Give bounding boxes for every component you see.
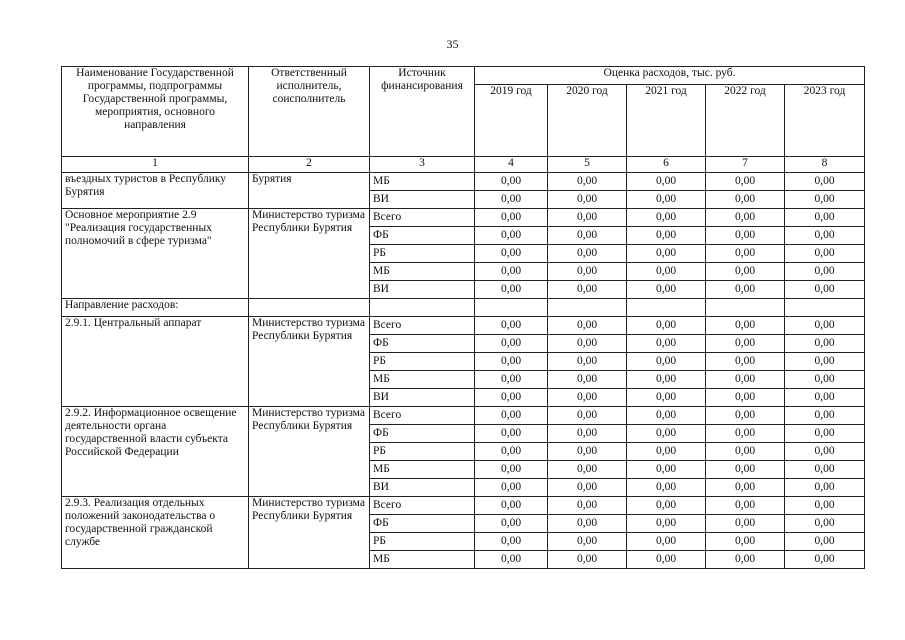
funding-source: МБ <box>370 371 475 389</box>
header-name: Наименование Государственной программы, подпрограммы Государственной программы, мероприятия, основного направления <box>62 67 249 157</box>
cost-value: 0,00 <box>475 389 548 407</box>
cost-value: 0,00 <box>706 209 785 227</box>
cost-value: 0,00 <box>548 353 627 371</box>
cost-value: 0,00 <box>627 497 706 515</box>
column-number: 7 <box>706 157 785 173</box>
cost-value: 0,00 <box>706 227 785 245</box>
header-costs: Оценка расходов, тыс. руб. <box>475 67 865 85</box>
cost-value: 0,00 <box>785 407 865 425</box>
funding-source: Всего <box>370 209 475 227</box>
cost-value: 0,00 <box>785 209 865 227</box>
cost-value: 0,00 <box>475 461 548 479</box>
cost-value: 0,00 <box>548 389 627 407</box>
cost-value: 0,00 <box>475 227 548 245</box>
cost-value: 0,00 <box>785 335 865 353</box>
cost-value: 0,00 <box>548 551 627 569</box>
cost-value: 0,00 <box>785 461 865 479</box>
table-body-top <box>62 173 865 299</box>
funding-source: МБ <box>370 173 475 191</box>
cost-value: 0,00 <box>475 515 548 533</box>
cost-value: 0,00 <box>706 443 785 461</box>
cost-value: 0,00 <box>548 281 627 299</box>
cost-value: 0,00 <box>627 353 706 371</box>
cost-value: 0,00 <box>627 461 706 479</box>
cost-value: 0,00 <box>785 443 865 461</box>
cost-value: 0,00 <box>706 245 785 263</box>
cost-value: 0,00 <box>785 533 865 551</box>
cost-value: 0,00 <box>785 245 865 263</box>
cost-value: 0,00 <box>548 461 627 479</box>
cost-value: 0,00 <box>475 245 548 263</box>
column-number: 2 <box>249 157 370 173</box>
cost-value: 0,00 <box>627 191 706 209</box>
cost-value: 0,00 <box>475 425 548 443</box>
table-row <box>62 317 865 335</box>
funding-source: РБ <box>370 443 475 461</box>
cost-value: 0,00 <box>706 263 785 281</box>
executor: Министерство туризма Республики Бурятия <box>249 317 370 407</box>
cost-value: 0,00 <box>548 245 627 263</box>
column-number: 1 <box>62 157 249 173</box>
cost-value: 0,00 <box>548 533 627 551</box>
cost-value: 0,00 <box>627 317 706 335</box>
cost-value: 0,00 <box>627 371 706 389</box>
cost-value: 0,00 <box>627 533 706 551</box>
table-row <box>62 173 865 191</box>
cost-value: 0,00 <box>475 443 548 461</box>
funding-source: РБ <box>370 353 475 371</box>
cost-value: 0,00 <box>785 353 865 371</box>
budget-table <box>61 66 865 569</box>
cost-value: 0,00 <box>475 191 548 209</box>
cost-value: 0,00 <box>785 497 865 515</box>
column-number: 3 <box>370 157 475 173</box>
cost-value: 0,00 <box>627 173 706 191</box>
cost-value: 0,00 <box>475 335 548 353</box>
executor: Министерство туризма Республики Бурятия <box>249 497 370 569</box>
cost-value: 0,00 <box>548 227 627 245</box>
cost-value: 0,00 <box>548 407 627 425</box>
funding-source: ВИ <box>370 281 475 299</box>
funding-source: Всего <box>370 497 475 515</box>
cost-value: 0,00 <box>548 425 627 443</box>
cost-value: 0,00 <box>785 317 865 335</box>
executor: Бурятия <box>249 173 370 209</box>
funding-source: ВИ <box>370 191 475 209</box>
cost-value: 0,00 <box>706 533 785 551</box>
header-source: Источник финансирования <box>370 67 475 157</box>
cost-value: 0,00 <box>706 353 785 371</box>
cost-value: 0,00 <box>548 515 627 533</box>
cost-value: 0,00 <box>706 371 785 389</box>
funding-source: ВИ <box>370 479 475 497</box>
direction-row <box>62 299 865 317</box>
funding-source: МБ <box>370 461 475 479</box>
cost-value: 0,00 <box>706 389 785 407</box>
header-year: 2023 год <box>785 85 865 157</box>
cost-value: 0,00 <box>548 191 627 209</box>
cost-value: 0,00 <box>548 443 627 461</box>
cost-value: 0,00 <box>475 317 548 335</box>
funding-source: Всего <box>370 407 475 425</box>
column-number: 4 <box>475 157 548 173</box>
direction-label: Направление расходов: <box>62 299 249 317</box>
cost-value: 0,00 <box>785 371 865 389</box>
cost-value: 0,00 <box>627 443 706 461</box>
cost-value: 0,00 <box>548 317 627 335</box>
cost-value: 0,00 <box>706 407 785 425</box>
header-year: 2019 год <box>475 85 548 157</box>
column-number: 5 <box>548 157 627 173</box>
cost-value: 0,00 <box>627 227 706 245</box>
executor: Министерство туризма Республики Бурятия <box>249 209 370 299</box>
cost-value: 0,00 <box>627 515 706 533</box>
cost-value: 0,00 <box>706 551 785 569</box>
page-number: 35 <box>446 37 459 51</box>
cost-value: 0,00 <box>706 335 785 353</box>
cost-value: 0,00 <box>785 389 865 407</box>
cost-value: 0,00 <box>627 425 706 443</box>
header-year: 2020 год <box>548 85 627 157</box>
table-body-bottom <box>62 317 865 569</box>
cost-value: 0,00 <box>706 173 785 191</box>
cost-value: 0,00 <box>548 173 627 191</box>
direction-section <box>62 299 865 317</box>
cost-value: 0,00 <box>548 371 627 389</box>
activity-name: 2.9.3. Реализация отдельных положений законодательства о государственной гражданской службе <box>62 497 249 569</box>
funding-source: МБ <box>370 263 475 281</box>
funding-source: Всего <box>370 317 475 335</box>
funding-source: ФБ <box>370 335 475 353</box>
funding-source: ФБ <box>370 515 475 533</box>
cost-value: 0,00 <box>475 479 548 497</box>
cost-value: 0,00 <box>475 371 548 389</box>
cost-value: 0,00 <box>548 263 627 281</box>
cost-value: 0,00 <box>706 317 785 335</box>
funding-source: МБ <box>370 551 475 569</box>
cost-value: 0,00 <box>475 173 548 191</box>
header-year: 2021 год <box>627 85 706 157</box>
cost-value: 0,00 <box>627 245 706 263</box>
cost-value: 0,00 <box>706 479 785 497</box>
cost-value: 0,00 <box>475 497 548 515</box>
activity-name: 2.9.2. Информационное освещение деятельности органа государственной власти субъекта Российской Федерации <box>62 407 249 497</box>
cost-value: 0,00 <box>548 479 627 497</box>
cost-value: 0,00 <box>475 263 548 281</box>
cost-value: 0,00 <box>785 227 865 245</box>
column-number: 6 <box>627 157 706 173</box>
cost-value: 0,00 <box>548 335 627 353</box>
cost-value: 0,00 <box>627 479 706 497</box>
cost-value: 0,00 <box>475 407 548 425</box>
table-row <box>62 209 865 227</box>
cost-value: 0,00 <box>475 533 548 551</box>
funding-source: ВИ <box>370 389 475 407</box>
cost-value: 0,00 <box>785 551 865 569</box>
header-row-1 <box>62 67 865 85</box>
cost-value: 0,00 <box>785 191 865 209</box>
table-row <box>62 407 865 425</box>
cost-value: 0,00 <box>627 551 706 569</box>
cost-value: 0,00 <box>627 389 706 407</box>
funding-source: ФБ <box>370 425 475 443</box>
cost-value: 0,00 <box>475 209 548 227</box>
activity-name: Основное мероприятие 2.9 "Реализация государственных полномочий в сфере туризма" <box>62 209 249 299</box>
funding-source: РБ <box>370 245 475 263</box>
column-number: 8 <box>785 157 865 173</box>
cost-value: 0,00 <box>627 281 706 299</box>
cost-value: 0,00 <box>475 353 548 371</box>
numbering-row <box>62 157 865 173</box>
cost-value: 0,00 <box>785 173 865 191</box>
cost-value: 0,00 <box>785 515 865 533</box>
cost-value: 0,00 <box>627 209 706 227</box>
cost-value: 0,00 <box>627 335 706 353</box>
cost-value: 0,00 <box>706 461 785 479</box>
cost-value: 0,00 <box>785 479 865 497</box>
cost-value: 0,00 <box>785 281 865 299</box>
activity-name: 2.9.1. Центральный аппарат <box>62 317 249 407</box>
cost-value: 0,00 <box>706 497 785 515</box>
cost-value: 0,00 <box>475 281 548 299</box>
cost-value: 0,00 <box>785 425 865 443</box>
cost-value: 0,00 <box>548 209 627 227</box>
cost-value: 0,00 <box>475 551 548 569</box>
cost-value: 0,00 <box>706 281 785 299</box>
cost-value: 0,00 <box>706 191 785 209</box>
executor: Министерство туризма Республики Бурятия <box>249 407 370 497</box>
cost-value: 0,00 <box>785 263 865 281</box>
cost-value: 0,00 <box>706 515 785 533</box>
cost-value: 0,00 <box>627 263 706 281</box>
activity-name: въездных туристов в Республику Бурятия <box>62 173 249 209</box>
table-row <box>62 497 865 515</box>
cost-value: 0,00 <box>706 425 785 443</box>
funding-source: ФБ <box>370 227 475 245</box>
funding-source: РБ <box>370 533 475 551</box>
header-year: 2022 год <box>706 85 785 157</box>
cost-value: 0,00 <box>627 407 706 425</box>
header-executor: Ответственный исполнитель, соисполнитель <box>249 67 370 157</box>
cost-value: 0,00 <box>548 497 627 515</box>
